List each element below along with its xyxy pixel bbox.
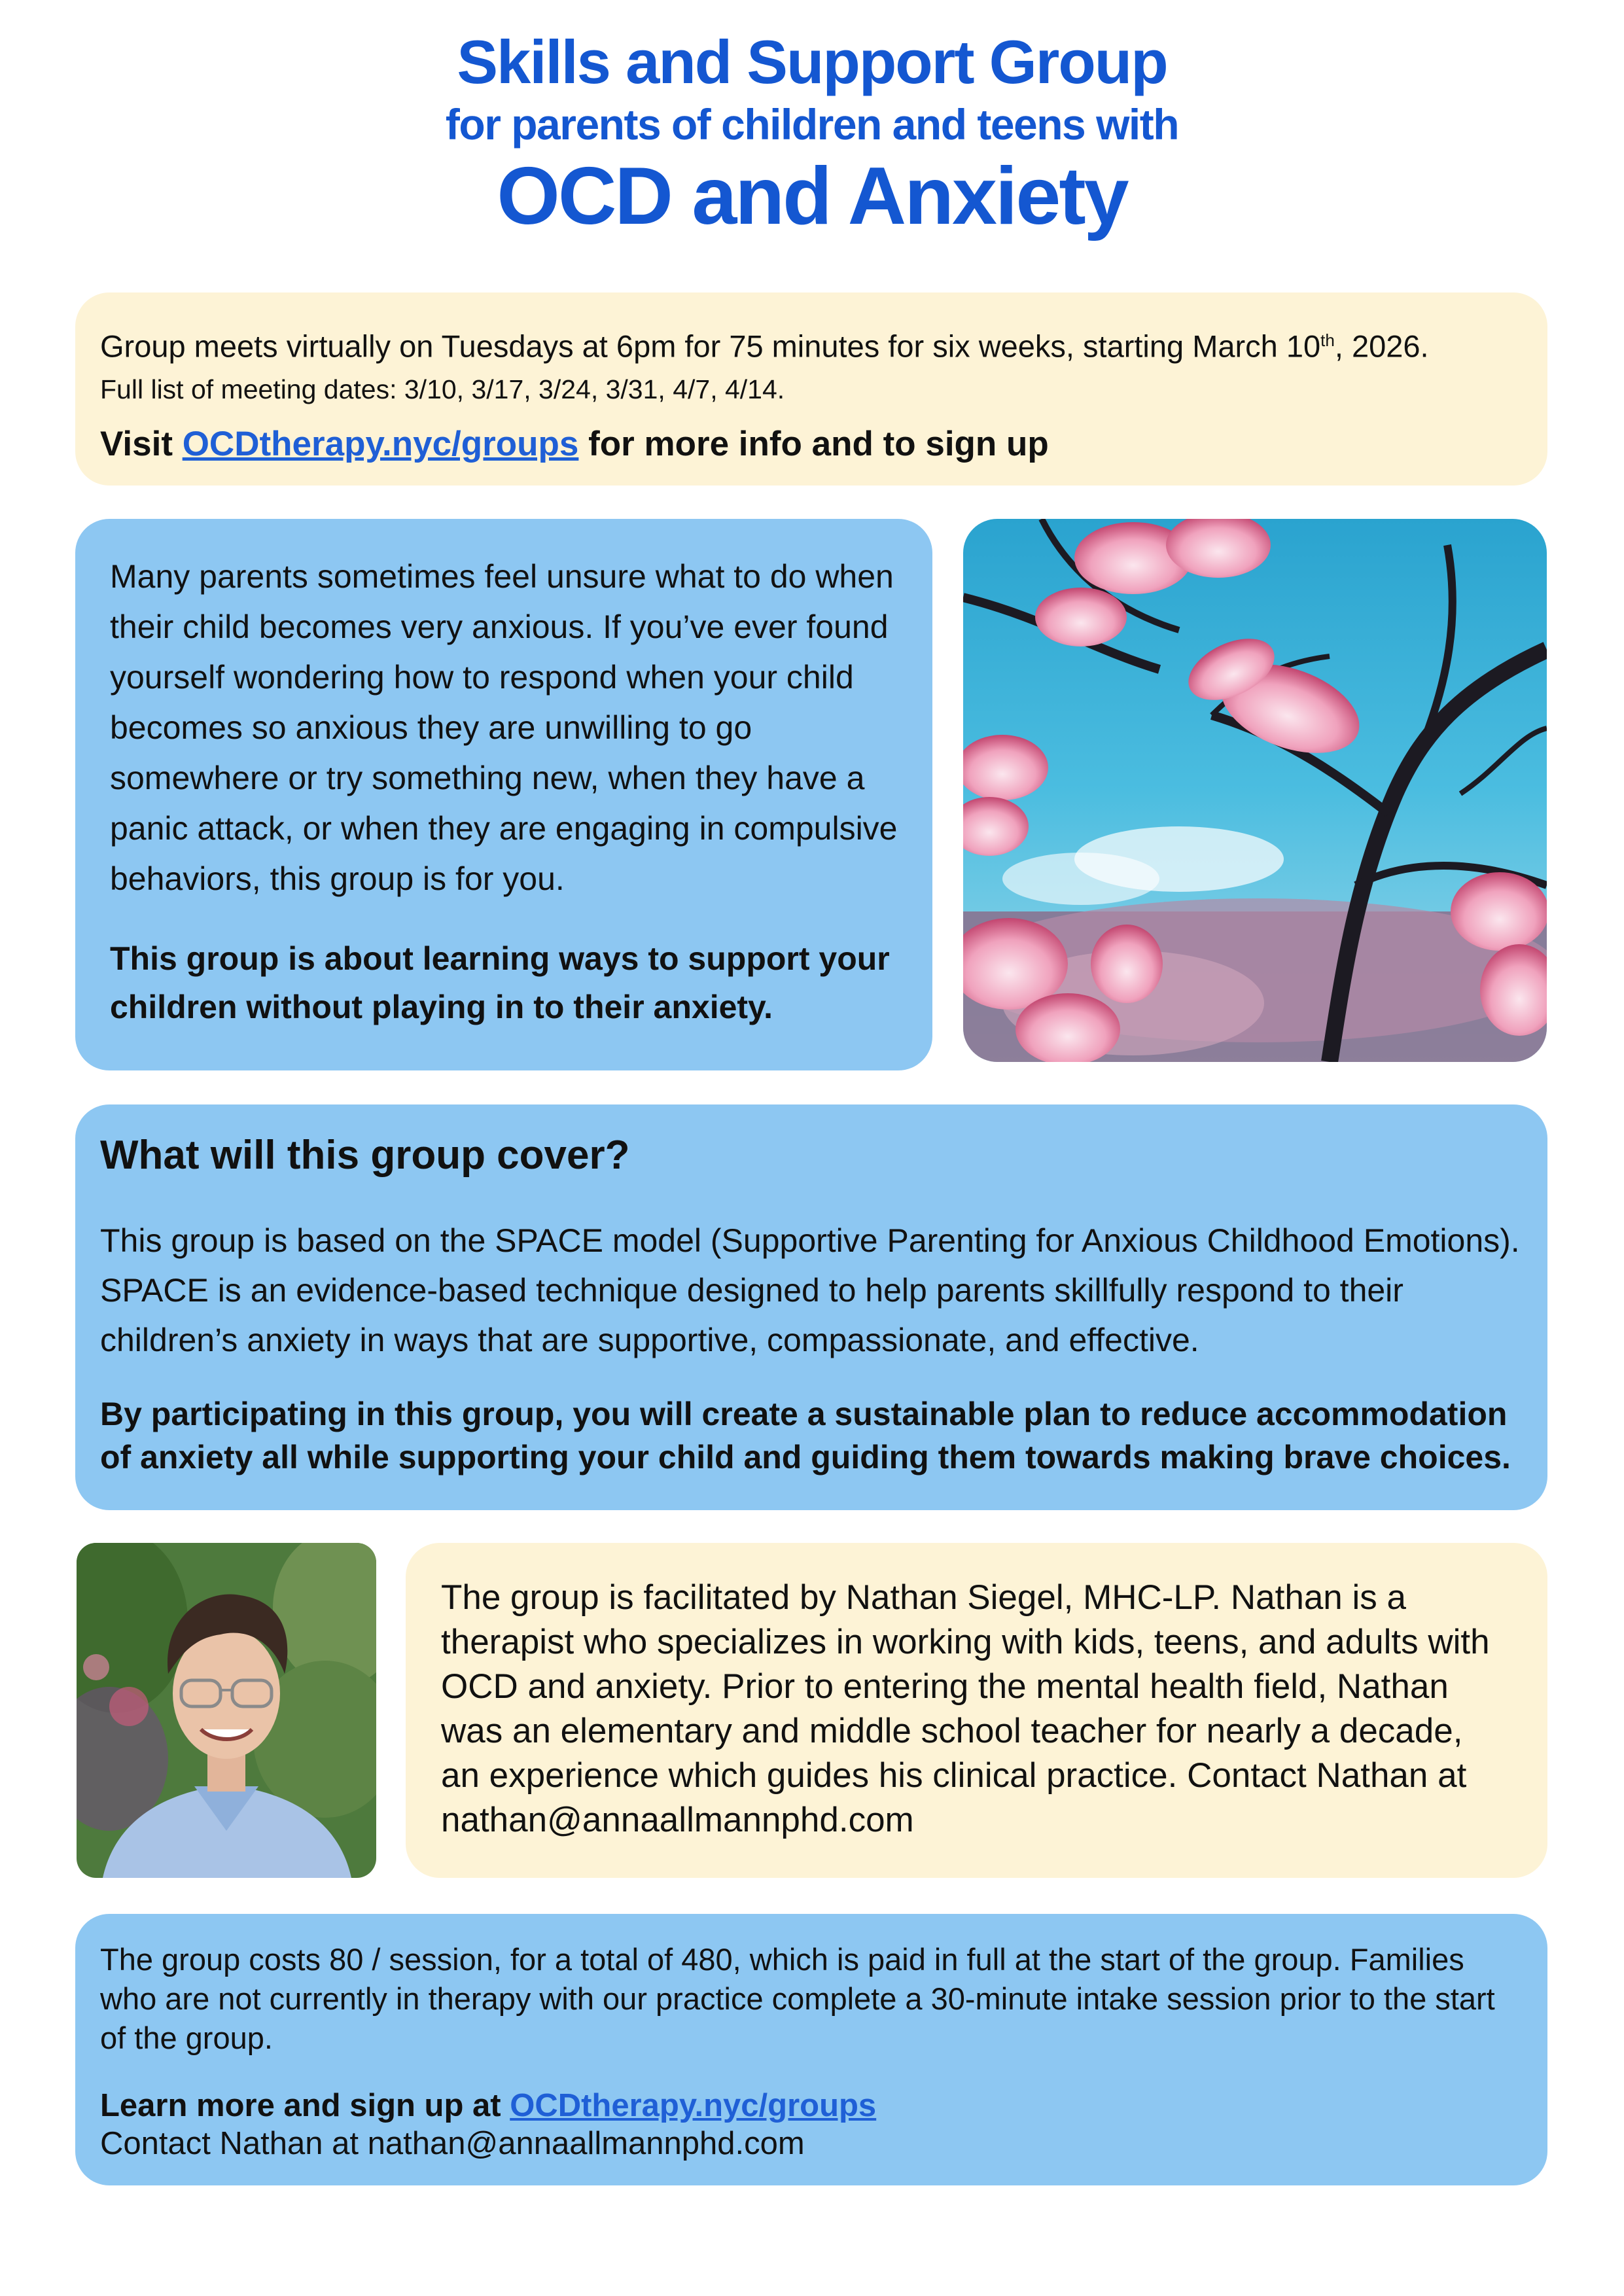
meeting-dates: Full list of meeting dates: 3/10, 3/17, 3/24, 3/31, 4/7, 4/14. xyxy=(100,374,785,404)
intro-card xyxy=(75,519,932,1070)
groups-link[interactable]: OCDtherapy.nyc/groups xyxy=(182,424,579,463)
coverage-paragraph: This group is based on the SPACE model (Supportive Parenting for Anxious Childhood Emotions). SPACE is an evidence-based technique designed to help parents skillfully respond to their children’s anxiety in ways that are supportive, compassionate, and effective. xyxy=(100,1222,1520,1358)
page-title: Skills and Support Group xyxy=(457,27,1167,96)
title-block xyxy=(0,26,1624,242)
visit-line: Visit OCDtherapy.nyc/groups for more info and to sign up xyxy=(100,424,1049,463)
intro-paragraph: Many parents sometimes feel unsure what to do when their child becomes very anxious. If you’ve ever found yourself wondering how to respond when your child becomes so anxious they are unwilling to go somewhere or try something new, when they have a panic attack, or when they are engaging in compulsive behaviors, this group is for you. xyxy=(110,558,898,897)
schedule-line: Group meets virtually on Tuesdays at 6pm for 75 minutes for six weeks, starting March 10th, 2026. xyxy=(100,328,1429,364)
facilitator-card xyxy=(406,1543,1547,1878)
coverage-card xyxy=(75,1104,1547,1510)
facilitator-photo xyxy=(77,1543,376,1878)
contact-line: Contact Nathan at nathan@annaallmannphd.com xyxy=(100,2126,805,2161)
cost-card xyxy=(75,1914,1547,2185)
cost-paragraph: The group costs 80 / session, for a total of 480, which is paid in full at the start of the group. Families who are not currently in therapy with our practice complete a 30-minute intake session prior to the start of the group. xyxy=(100,1942,1495,2055)
coverage-heading: What will this group cover? xyxy=(100,1133,630,1178)
page-subtitle: for parents of children and teens with xyxy=(445,100,1179,149)
coverage-emphasis: By participating in this group, you will create a sustainable plan to reduce accommodation of anxiety all while supporting your child and guiding them towards making brave choices. xyxy=(100,1396,1511,1475)
facilitator-bio: The group is facilitated by Nathan Siegel, MHC-LP. Nathan is a therapist who specializes in working with kids, teens, and adults with OCD and anxiety. Prior to entering the mental health field, Nathan was an elementary and middle school teacher for nearly a decade, an experience which guides his clinical practice. Contact Nathan at nathan@annaallmannphd.com xyxy=(441,1578,1490,1839)
intro-emphasis: This group is about learning ways to support your children without playing in to their anxiety. xyxy=(110,940,890,1025)
page-topic: OCD and Anxiety xyxy=(497,151,1127,241)
learn-more-line: Learn more and sign up at OCDtherapy.nyc/groups xyxy=(100,2088,877,2123)
schedule-card xyxy=(75,292,1547,486)
signup-link[interactable]: OCDtherapy.nyc/groups xyxy=(510,2088,877,2123)
magnolia-photo xyxy=(963,519,1547,1062)
